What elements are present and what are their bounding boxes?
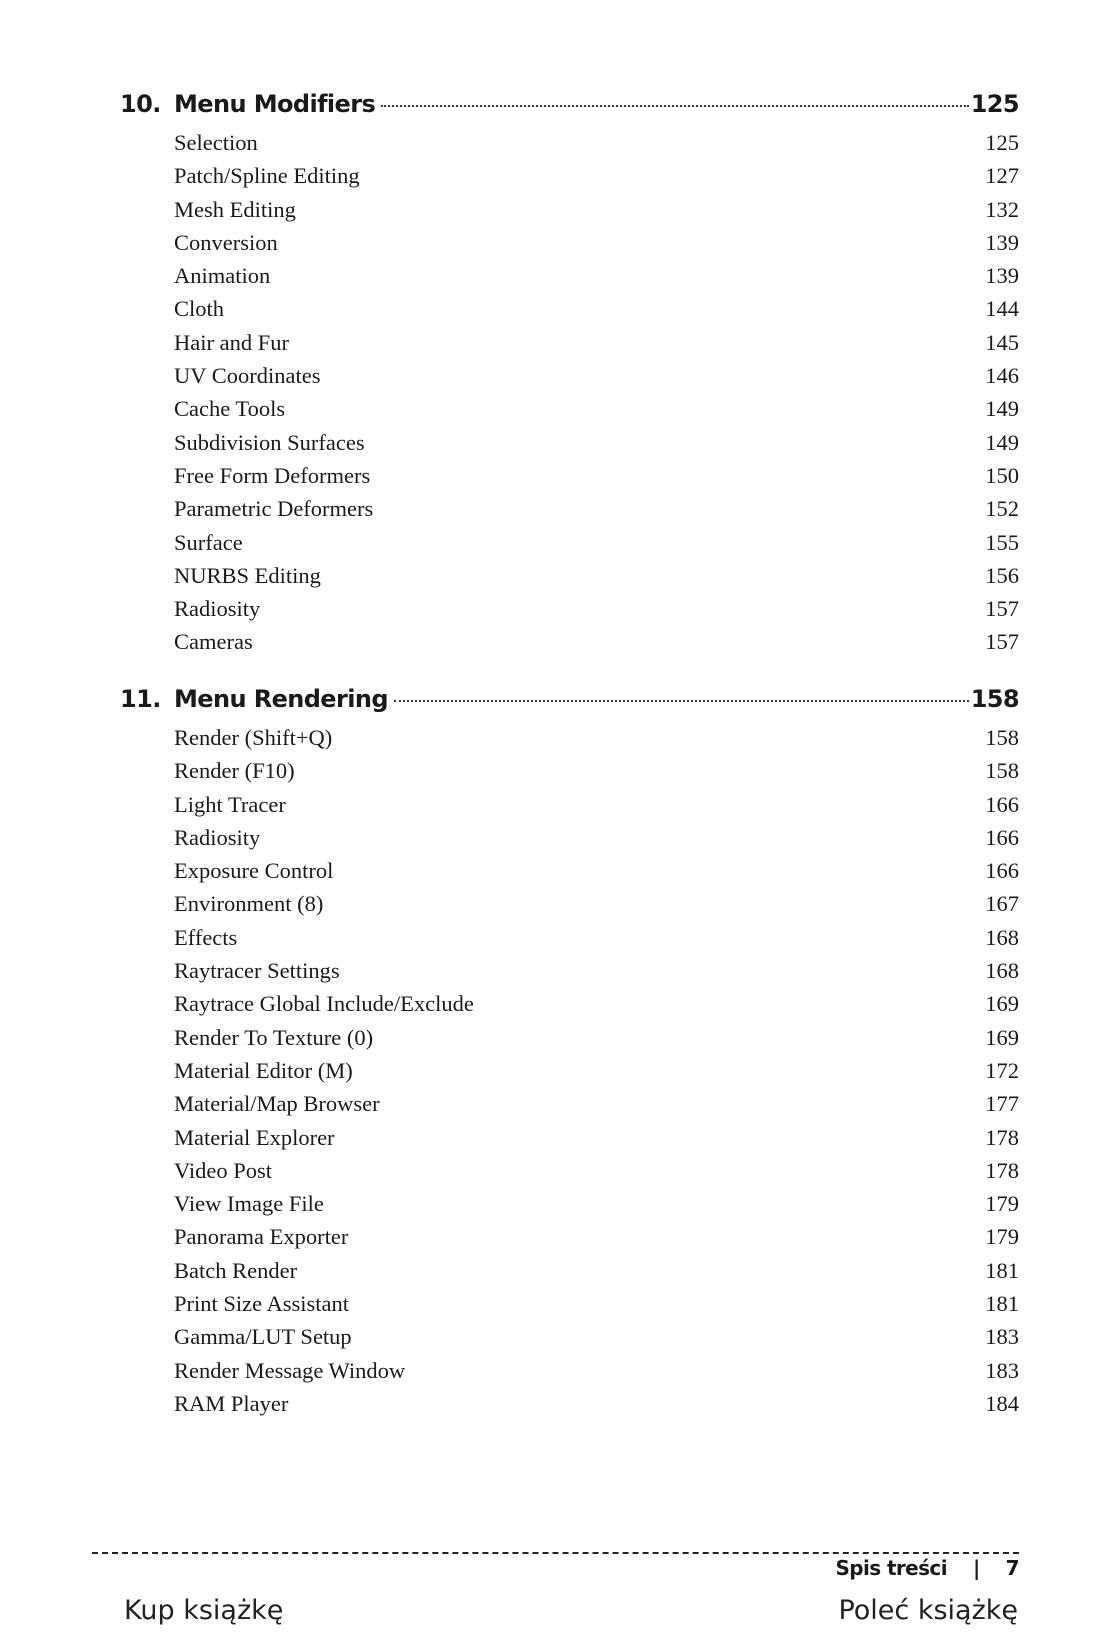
entry-page-number: 166 xyxy=(985,824,1019,850)
entry-title: Video Post xyxy=(174,1157,273,1183)
entry-title: Animation xyxy=(174,263,271,289)
entry-page-number: 167 xyxy=(985,891,1019,917)
chapter-heading[interactable] xyxy=(120,685,1019,725)
entry-page-number: 139 xyxy=(985,263,1019,289)
entry-page-number: 172 xyxy=(985,1057,1019,1083)
toc-entry[interactable] xyxy=(120,363,1019,396)
entry-page-number: 149 xyxy=(985,396,1019,422)
chapter-title: Menu Rendering xyxy=(174,685,388,713)
entry-title: View Image File xyxy=(174,1191,324,1217)
entry-title: Exposure Control xyxy=(174,858,334,884)
page-number: 7 xyxy=(1005,1556,1019,1580)
toc-entry[interactable] xyxy=(120,1191,1019,1224)
entry-page-number: 168 xyxy=(985,958,1019,984)
entry-title: Raytrace Global Include/Exclude xyxy=(174,991,474,1017)
entry-title: UV Coordinates xyxy=(174,363,321,389)
entry-page-number: 157 xyxy=(985,596,1019,622)
entry-title: Cache Tools xyxy=(174,396,286,422)
entry-title: Material Editor (M) xyxy=(174,1057,353,1083)
chapter-page-number: 158 xyxy=(970,685,1019,713)
entry-page-number: 158 xyxy=(985,725,1019,750)
entry-page-number: 150 xyxy=(985,462,1019,488)
entry-title: Render (F10) xyxy=(174,758,295,784)
entry-page-number: 125 xyxy=(985,130,1019,155)
entry-title: Render Message Window xyxy=(174,1357,406,1383)
entry-page-number: 145 xyxy=(985,329,1019,355)
toc-entry[interactable] xyxy=(120,858,1019,891)
toc-entry[interactable] xyxy=(120,1025,1019,1058)
toc-entry[interactable] xyxy=(120,1291,1019,1324)
toc-entry[interactable] xyxy=(120,530,1019,563)
entry-title: Cloth xyxy=(174,296,225,322)
entry-title: Surface xyxy=(174,529,243,555)
entry-title: Material/Map Browser xyxy=(174,1091,380,1117)
entry-title: Radiosity xyxy=(174,824,261,850)
entry-page-number: 166 xyxy=(985,791,1019,817)
entry-title: Effects xyxy=(174,924,238,950)
entry-title: Panorama Exporter xyxy=(174,1224,349,1250)
chapter-heading[interactable] xyxy=(120,90,1019,130)
toc-entry[interactable] xyxy=(120,1091,1019,1124)
toc-chapter-11 xyxy=(120,685,1019,1424)
footer-rule xyxy=(92,1552,1019,1554)
entry-title: Conversion xyxy=(174,229,278,255)
entry-page-number: 146 xyxy=(985,363,1019,389)
footer-separator: | xyxy=(972,1556,980,1580)
dot-leader xyxy=(381,105,969,107)
running-footer xyxy=(836,1556,1020,1580)
toc-entry[interactable] xyxy=(120,825,1019,858)
dot-leader xyxy=(394,700,969,702)
entry-title: Batch Render xyxy=(174,1257,298,1283)
toc-entry[interactable] xyxy=(120,296,1019,329)
toc-entry[interactable] xyxy=(120,163,1019,196)
toc-entry[interactable] xyxy=(120,725,1019,758)
entry-title: RAM Player xyxy=(174,1390,289,1416)
entry-page-number: 157 xyxy=(985,629,1019,655)
toc-entry[interactable] xyxy=(120,792,1019,825)
toc-entry[interactable] xyxy=(120,330,1019,363)
entry-page-number: 183 xyxy=(985,1357,1019,1383)
entry-page-number: 181 xyxy=(985,1291,1019,1317)
toc-entry[interactable] xyxy=(120,1258,1019,1291)
entry-title: Radiosity xyxy=(174,596,261,622)
toc-entry[interactable] xyxy=(120,1391,1019,1424)
toc-entry[interactable] xyxy=(120,130,1019,163)
entry-title: Environment (8) xyxy=(174,891,324,917)
entry-title: Material Explorer xyxy=(174,1124,335,1150)
entry-page-number: 158 xyxy=(985,758,1019,784)
entry-title: Light Tracer xyxy=(174,791,286,817)
toc-entry[interactable] xyxy=(120,563,1019,596)
entry-title: Render (Shift+Q) xyxy=(174,725,333,750)
entry-list xyxy=(120,130,1019,663)
toc-entry[interactable] xyxy=(120,197,1019,230)
chapter-number: 10. xyxy=(120,90,161,118)
entry-page-number: 168 xyxy=(985,924,1019,950)
entry-title: Selection xyxy=(174,130,258,155)
toc-entry[interactable] xyxy=(120,430,1019,463)
entry-title: Subdivision Surfaces xyxy=(174,429,365,455)
entry-page-number: 177 xyxy=(985,1091,1019,1117)
toc-entry[interactable] xyxy=(120,463,1019,496)
entry-page-number: 178 xyxy=(985,1124,1019,1150)
toc-entry[interactable] xyxy=(120,1324,1019,1357)
toc-entry[interactable] xyxy=(120,496,1019,529)
entry-title: NURBS Editing xyxy=(174,562,321,588)
toc-entry[interactable] xyxy=(120,1125,1019,1158)
entry-page-number: 144 xyxy=(985,296,1019,322)
entry-page-number: 156 xyxy=(985,562,1019,588)
entry-title: Render To Texture (0) xyxy=(174,1024,374,1050)
toc-entry[interactable] xyxy=(120,396,1019,429)
entry-page-number: 179 xyxy=(985,1191,1019,1217)
entry-page-number: 155 xyxy=(985,529,1019,555)
toc-entry[interactable] xyxy=(120,758,1019,791)
entry-list xyxy=(120,725,1019,1424)
toc-entry[interactable] xyxy=(120,1158,1019,1191)
entry-page-number: 179 xyxy=(985,1224,1019,1250)
recommend-book-link[interactable]: Poleć książkę xyxy=(838,1595,1018,1626)
entry-page-number: 169 xyxy=(985,991,1019,1017)
chapter-title: Menu Modifiers xyxy=(174,90,376,118)
toc-entry[interactable] xyxy=(120,596,1019,629)
toc-entry[interactable] xyxy=(120,629,1019,662)
entry-page-number: 183 xyxy=(985,1324,1019,1350)
chapter-page-number: 125 xyxy=(970,90,1019,118)
entry-title: Parametric Deformers xyxy=(174,496,374,522)
entry-page-number: 132 xyxy=(985,196,1019,222)
buy-book-link[interactable]: Kup książkę xyxy=(124,1595,284,1626)
toc-entry[interactable] xyxy=(120,958,1019,991)
toc-chapter-10 xyxy=(120,90,1019,663)
entry-title: Cameras xyxy=(174,629,253,655)
entry-page-number: 127 xyxy=(985,163,1019,189)
toc-entry[interactable] xyxy=(120,1224,1019,1257)
toc-entry[interactable] xyxy=(120,1358,1019,1391)
entry-page-number: 166 xyxy=(985,858,1019,884)
entry-page-number: 149 xyxy=(985,429,1019,455)
entry-page-number: 181 xyxy=(985,1257,1019,1283)
toc-entry[interactable] xyxy=(120,230,1019,263)
entry-title: Patch/Spline Editing xyxy=(174,163,360,189)
running-title: Spis treści xyxy=(835,1556,947,1580)
entry-title: Gamma/LUT Setup xyxy=(174,1324,352,1350)
entry-title: Mesh Editing xyxy=(174,196,296,222)
entry-title: Print Size Assistant xyxy=(174,1291,350,1317)
toc-entry[interactable] xyxy=(120,891,1019,924)
entry-page-number: 152 xyxy=(985,496,1019,522)
toc-entry[interactable] xyxy=(120,991,1019,1024)
entry-title: Raytracer Settings xyxy=(174,958,340,984)
toc-entry[interactable] xyxy=(120,263,1019,296)
toc-entry[interactable] xyxy=(120,1058,1019,1091)
entry-page-number: 139 xyxy=(985,229,1019,255)
entry-page-number: 169 xyxy=(985,1024,1019,1050)
entry-page-number: 178 xyxy=(985,1157,1019,1183)
entry-page-number: 184 xyxy=(985,1390,1019,1416)
toc-entry[interactable] xyxy=(120,925,1019,958)
entry-title: Free Form Deformers xyxy=(174,462,371,488)
chapter-number: 11. xyxy=(120,685,161,713)
entry-title: Hair and Fur xyxy=(174,329,289,355)
